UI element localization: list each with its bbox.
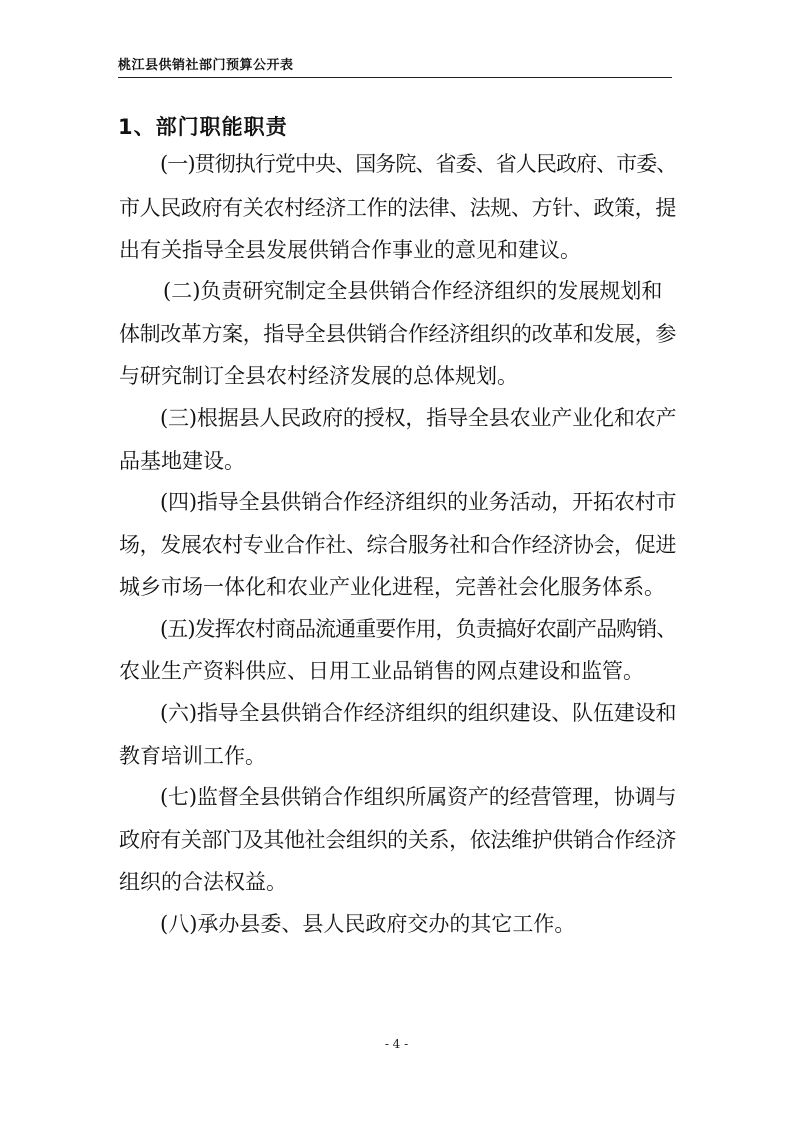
paragraph-line: (三)根据县人民政府的授权，指导全县农业产业化和农产 [160,406,677,430]
paragraph-line: 品基地建设。 [119,449,245,473]
paragraph-line: 政府有关部门及其他社会组织的关系，依法维护供销合作经济 [119,828,676,852]
paragraph-line: (二)负责研究制定全县供销合作经济组织的发展规划和 [163,279,663,303]
paragraph-line: 教育培训工作。 [119,744,266,768]
paragraph-line: (六)指导全县供销合作经济组织的组织建设、队伍建设和 [160,701,677,725]
header-title: 桃江县供销社部门预算公开表 [118,58,294,73]
paragraph-line: 城乡市场一体化和农业产业化进程，完善社会化服务体系。 [119,575,665,599]
paragraph-line: (一)贯彻执行党中央、国务院、省委、省人民政府、市委、 [160,152,677,176]
paragraph-line: 场，发展农村专业合作社、综合服务社和合作经济协会，促进 [119,533,676,557]
paragraph-line: 体制改革方案，指导全县供销合作经济组织的改革和发展，参 [119,322,676,346]
paragraph-line: (四)指导全县供销合作经济组织的业务活动，开拓农村市 [160,490,677,514]
page-header [118,50,672,78]
paragraph-line: 组织的合法权益。 [119,870,287,894]
paragraph-line: 市人民政府有关农村经济工作的法律、法规、方针、政策，提 [119,196,676,220]
paragraph-line: (七)监督全县供销合作组织所属资产的经营管理，协调与 [160,785,677,809]
paragraph-line: 农业生产资料供应、日用工业品销售的网点建设和监管。 [119,659,644,683]
page-number: - 4 - [384,1037,409,1051]
section-heading: 1、部门职能职责 [118,115,288,139]
paragraph-line: 出有关指导全县发展供销合作事业的意见和建议。 [119,238,581,262]
paragraph-line: 与研究制订全县农村经济发展的总体规划。 [119,364,518,388]
paragraph-line: (八)承办县委、县人民政府交办的其它工作。 [160,912,576,936]
paragraph-line: (五)发挥农村商品流通重要作用，负责搞好农副产品购销、 [160,617,677,641]
